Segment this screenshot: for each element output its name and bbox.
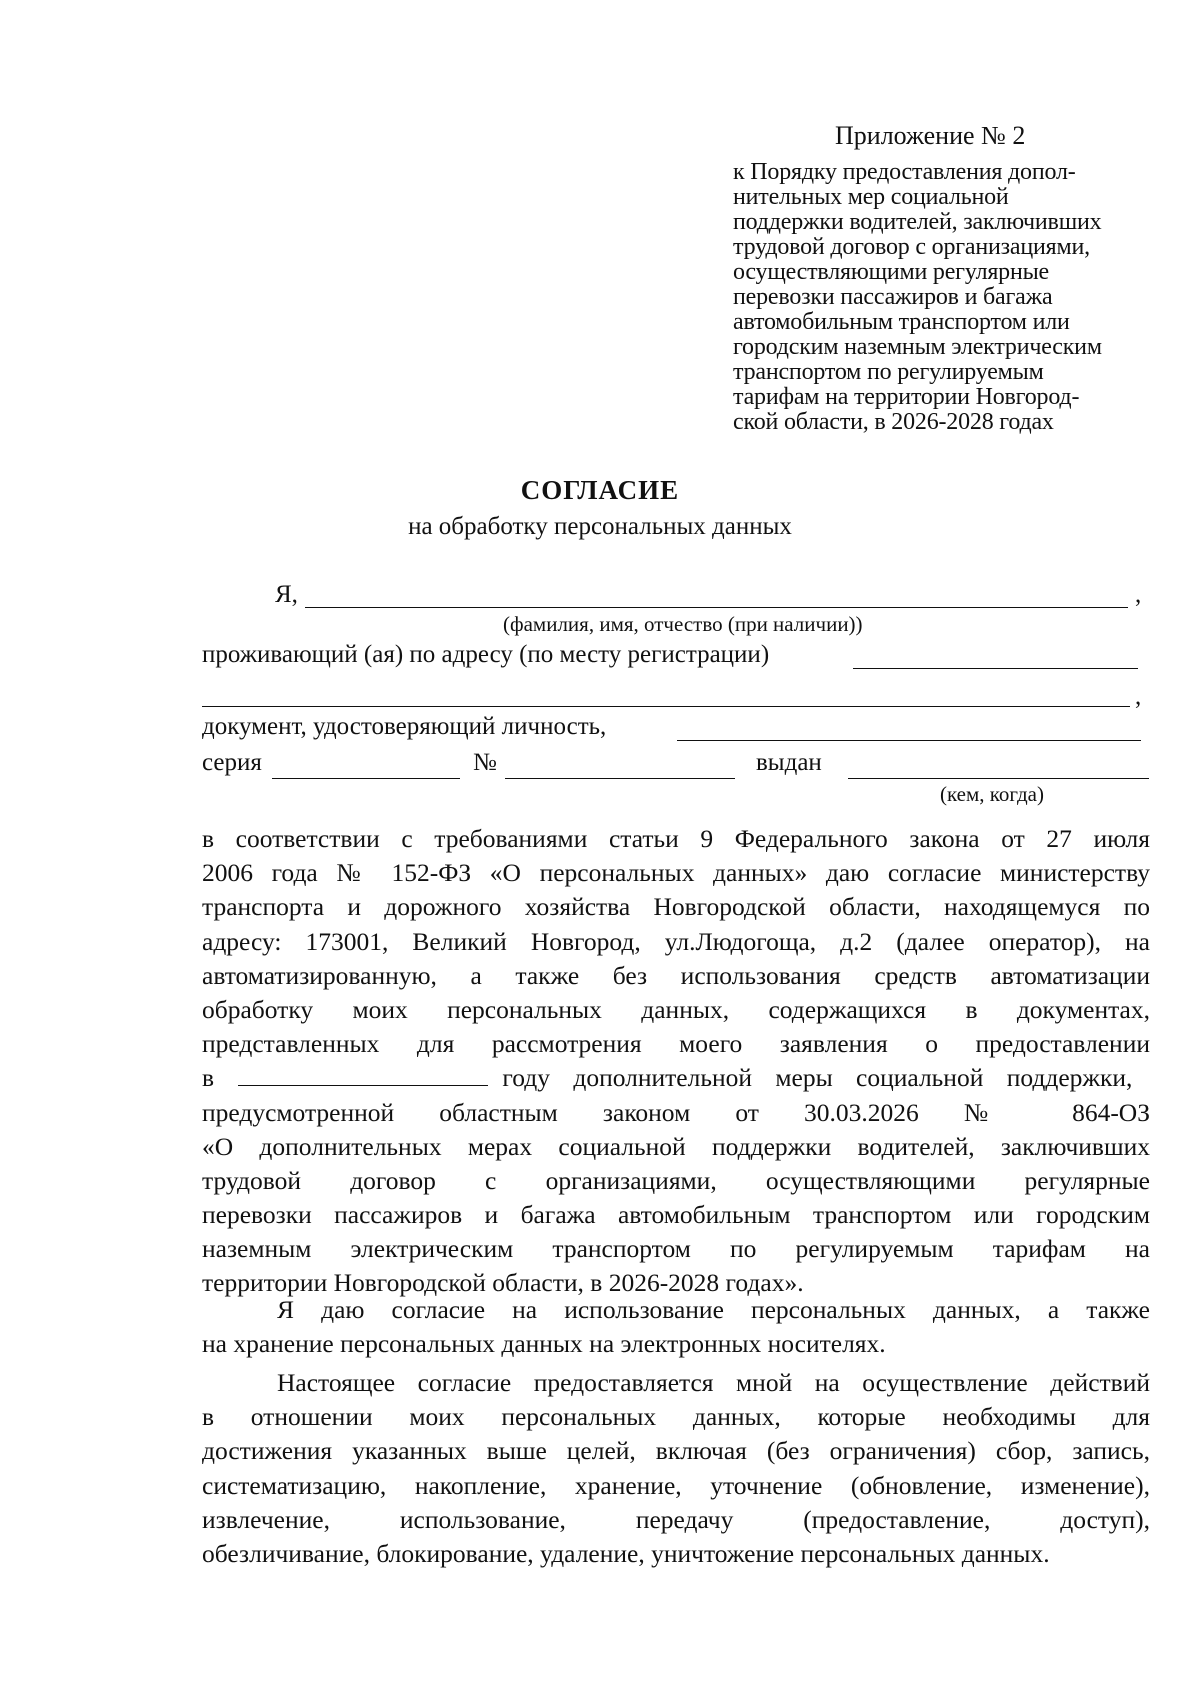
paragraph-line: наземным электрическим транспортом по регулируемым тарифам на xyxy=(202,1234,1150,1264)
paragraph-line: обработку моих персональных данных, содержащихся в документах, xyxy=(202,994,1150,1024)
appendix-line: тарифам на территории Новгород- xyxy=(733,384,1080,410)
id-document-label: документ, удостоверяющий личность, xyxy=(202,713,607,740)
storage-paragraph xyxy=(202,1293,1150,1361)
appendix-line: трудовой договор с организациями, xyxy=(733,234,1090,260)
appendix-line: городским наземным электрическим xyxy=(733,334,1102,360)
year-line xyxy=(202,1061,1150,1095)
paragraph-line: представленных для рассмотрения моего заявления о предоставлении xyxy=(202,1029,1150,1059)
number-field-line[interactable] xyxy=(505,778,735,779)
paragraph-line: предусмотренной областным законом от 30.03.2026 № 864-ОЗ xyxy=(202,1097,1150,1127)
appendix-line: нительных мер социальной xyxy=(733,184,1009,210)
series-label: серия xyxy=(202,749,262,776)
appendix-line: ской области, в 2026-2028 годах xyxy=(733,409,1054,435)
actions-paragraph xyxy=(202,1366,1150,1571)
appendix-title: Приложение № 2 xyxy=(835,121,1026,150)
series-field-line[interactable] xyxy=(272,778,460,779)
year-line-suffix: году дополнительной меры социальной поддержки, xyxy=(502,1063,1133,1093)
year-line-prefix: в xyxy=(202,1063,215,1093)
paragraph-line: в отношении моих персональных данных, которые необходимы для xyxy=(202,1402,1150,1432)
paragraph-line: систематизацию, накопление, хранение, уточнение (обновление, изменение), xyxy=(202,1470,1150,1500)
appendix-line: перевозки пассажиров и багажа xyxy=(733,284,1053,310)
name-field-hint: (фамилия, имя, отчество (при наличии)) xyxy=(503,612,863,636)
issued-field-hint: (кем, когда) xyxy=(940,782,1044,806)
i-label: Я, xyxy=(275,581,298,608)
paragraph-line: 2006 года № 152-ФЗ «О персональных данных» даю согласие министерству xyxy=(202,858,1150,888)
document-title: СОГЛАСИЕ xyxy=(520,475,680,505)
paragraph-line: «О дополнительных мерах социальной поддержки водителей, заключивших xyxy=(202,1131,1150,1161)
paragraph-line: достижения указанных выше целей, включая (без ограничения) сбор, запись, xyxy=(202,1436,1150,1466)
paragraph-line: транспорта и дорожного хозяйства Новгородской области, находящемуся по xyxy=(202,892,1150,922)
paragraph-line: адресу: 173001, Великий Новгород, ул.Людогоща, д.2 (далее оператор), на xyxy=(202,926,1150,956)
address-comma: , xyxy=(1135,683,1142,710)
appendix-text xyxy=(733,160,1148,435)
appendix-line: к Порядку предоставления допол- xyxy=(733,159,1076,185)
paragraph-line: Я даю согласие на использование персональных данных, а также xyxy=(277,1295,1150,1324)
paragraph-line: извлечение, использование, передачу (предоставление, доступ), xyxy=(202,1504,1150,1534)
name-comma: , xyxy=(1135,581,1142,608)
address-field-line[interactable] xyxy=(853,668,1138,669)
year-field-line[interactable] xyxy=(238,1063,488,1086)
paragraph-line: территории Новгородской области, в 2026-2028 годах». xyxy=(202,1268,804,1298)
appendix-line: поддержки водителей, заключивших xyxy=(733,209,1102,235)
name-field-line[interactable] xyxy=(305,607,1128,608)
address-label: проживающий (ая) по адресу (по месту регистрации) xyxy=(202,641,770,668)
paragraph-line: на хранение персональных данных на электронных носителях. xyxy=(202,1329,886,1359)
appendix-line: транспортом по регулируемым xyxy=(733,359,1044,385)
document-subtitle: на обработку персональных данных xyxy=(408,513,792,540)
issued-label: выдан xyxy=(756,749,822,776)
paragraph-line: в соответствии с требованиями статьи 9 Федерального закона от 27 июля xyxy=(202,824,1150,853)
paragraph-line: автоматизированную, а также без использования средств автоматизации xyxy=(202,960,1150,990)
appendix-line: осуществляющими регулярные xyxy=(733,259,1049,285)
id-document-field-line[interactable] xyxy=(677,740,1141,741)
address-field-line-2[interactable] xyxy=(202,706,1130,707)
paragraph-line: обезличивание, блокирование, удаление, уничтожение персональных данных. xyxy=(202,1538,1050,1568)
paragraph-line: Настоящее согласие предоставляется мной на осуществление действий xyxy=(277,1368,1150,1397)
appendix-line: автомобильным транспортом или xyxy=(733,309,1070,335)
paragraph-line: перевозки пассажиров и багажа автомобильным транспортом или городским xyxy=(202,1200,1150,1230)
consent-paragraph xyxy=(202,822,1150,1301)
issued-field-line[interactable] xyxy=(848,778,1149,779)
paragraph-line: трудовой договор с организациями, осуществляющими регулярные xyxy=(202,1165,1150,1195)
number-label: № xyxy=(473,749,497,776)
